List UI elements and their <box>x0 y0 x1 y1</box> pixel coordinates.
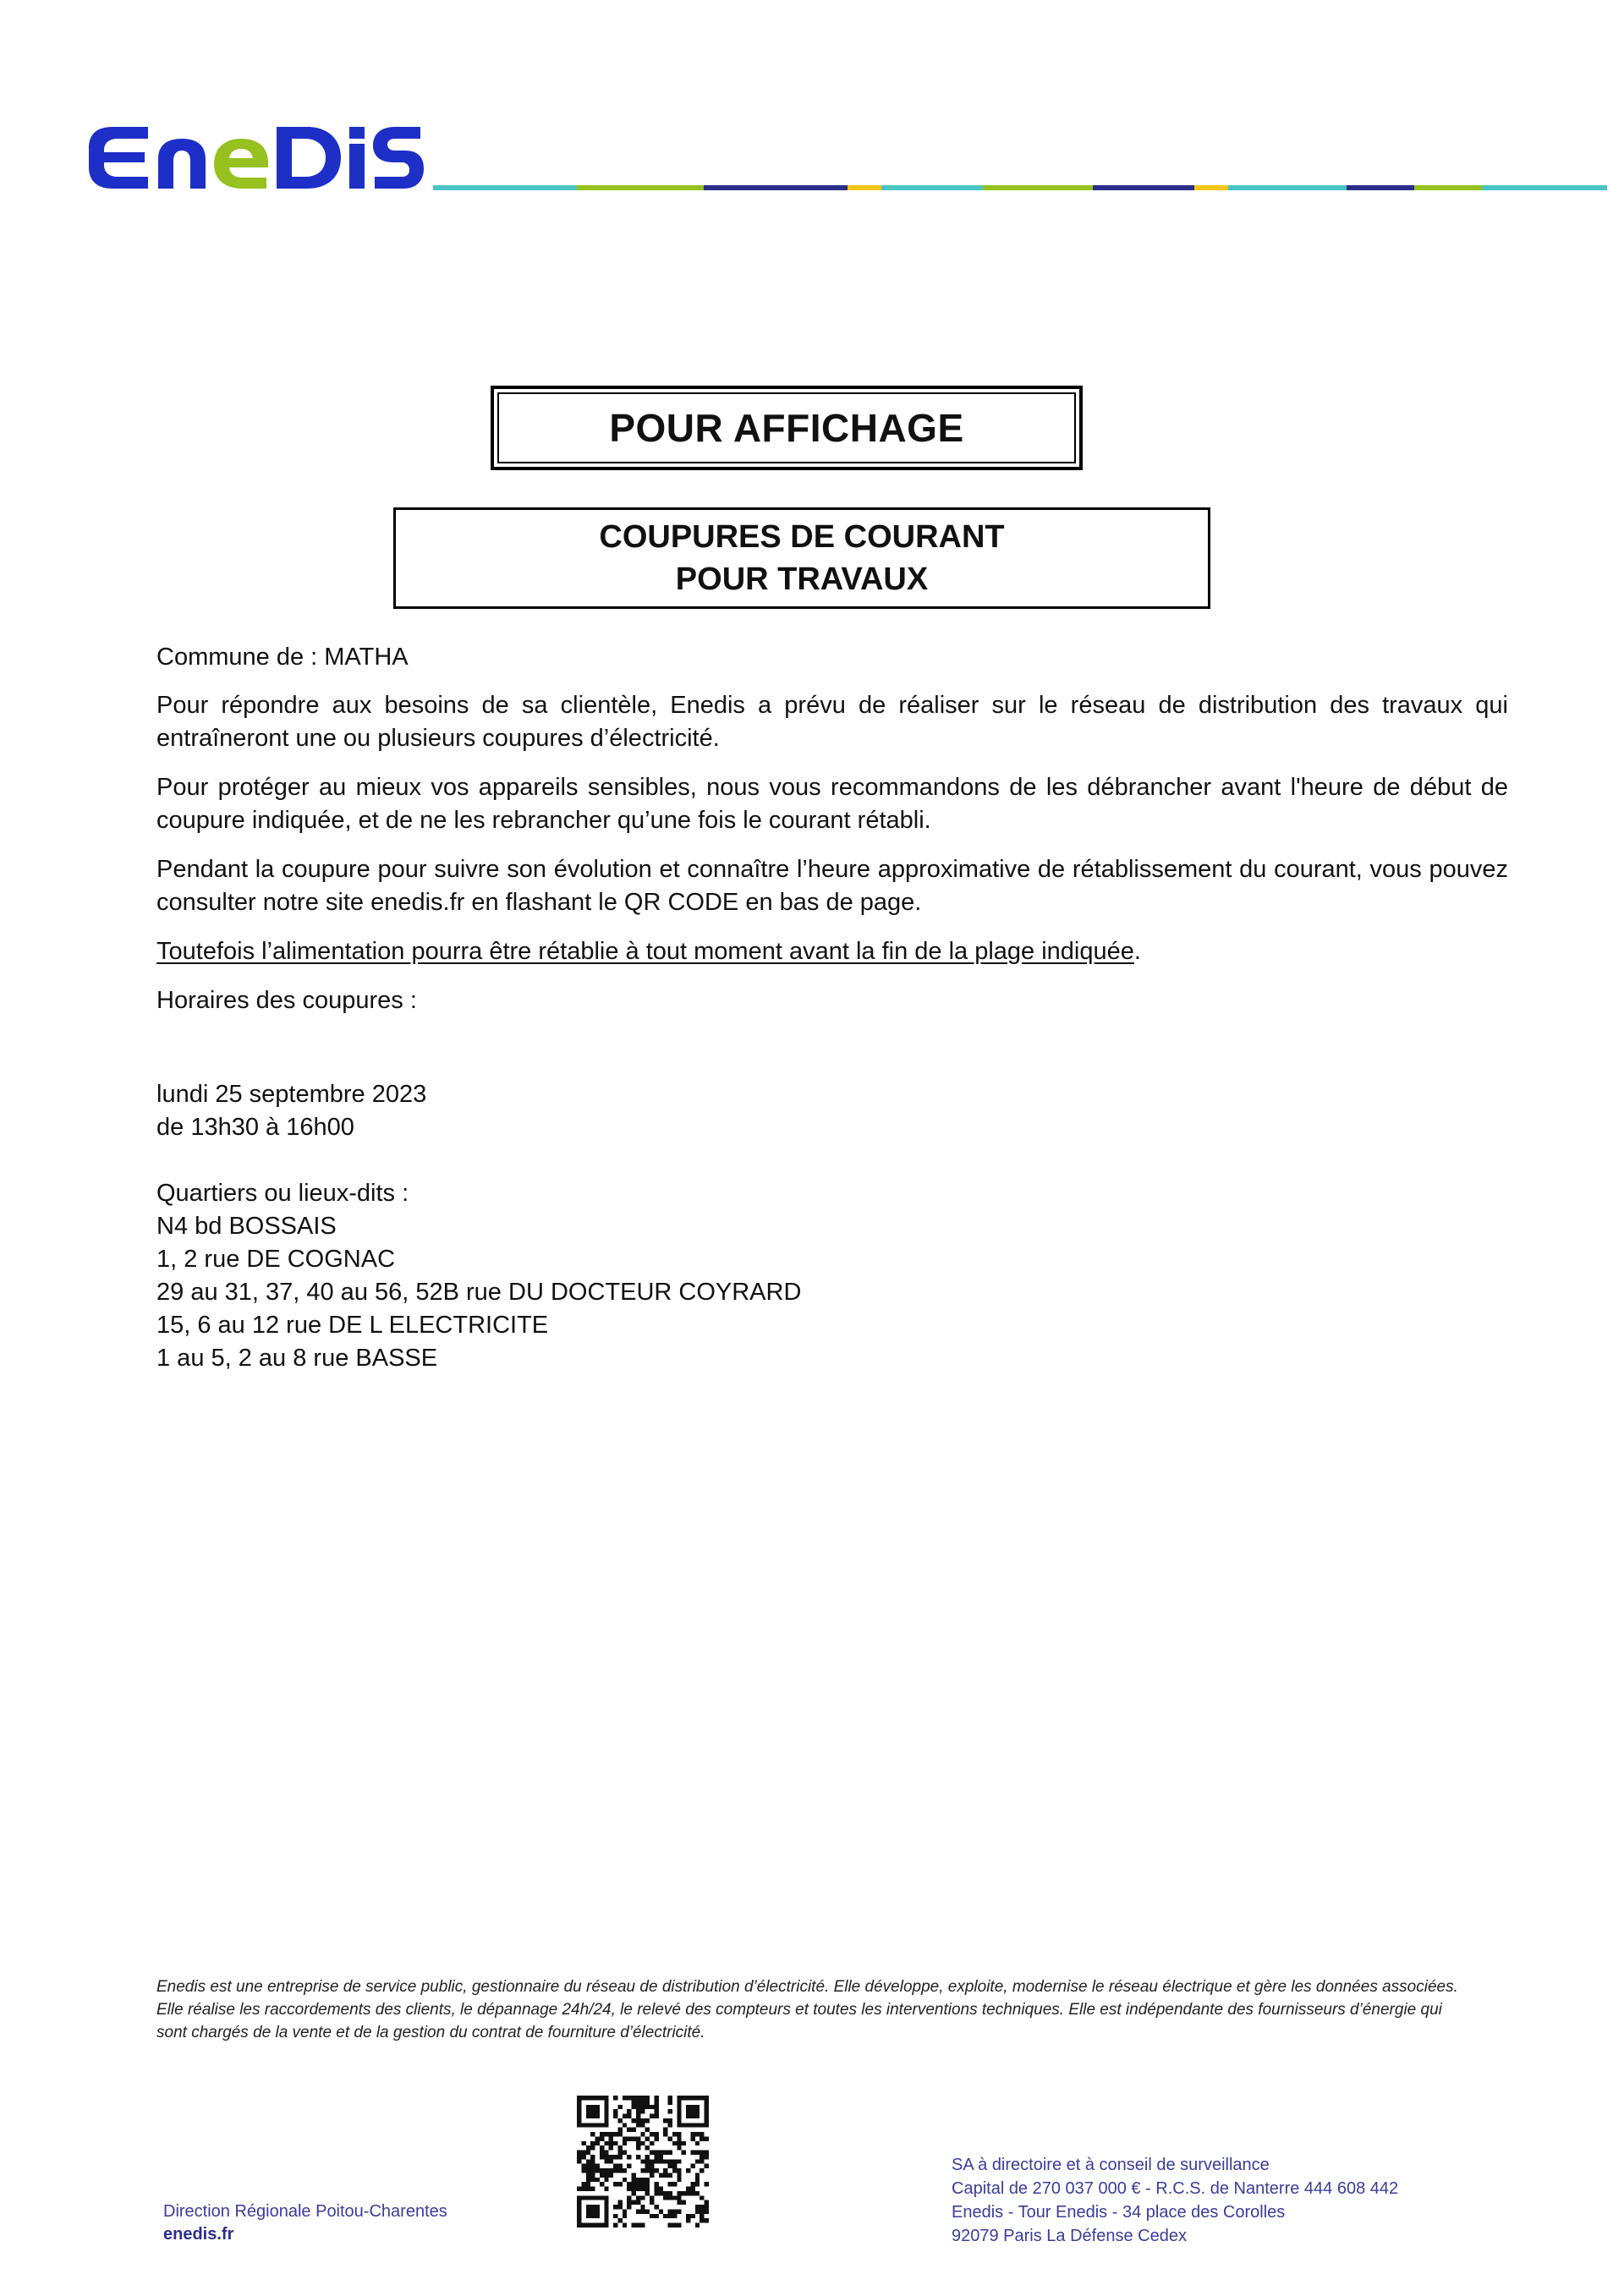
warning-period: . <box>1133 938 1141 965</box>
qr-code-icon[interactable] <box>577 2096 709 2228</box>
footer-direction: Direction Régionale Poitou-Charentes <box>163 2202 447 2221</box>
quarter-item: 15, 6 au 12 rue DE L ELECTRICITE <box>156 1312 549 1339</box>
footer-company-line: 92079 Paris La Défense Cedex <box>952 2227 1187 2245</box>
decorative-stripe-icon <box>433 185 1607 190</box>
notice-body <box>156 641 1508 1375</box>
footer-company-line: SA à directoire et à conseil de surveillance <box>952 2156 1270 2174</box>
enedis-logo-icon <box>80 118 427 196</box>
footer-company-info <box>952 2153 1398 2248</box>
paragraph-3: Pendant la coupure pour suivre son évolution et connaître l’heure approximative de rétablissement du courant, vous pouvez consulter notre site enedis.fr en flashant le QR CODE en bas de page. <box>156 856 1508 916</box>
notice-title-box <box>393 507 1210 609</box>
quarter-item: 29 au 31, 37, 40 au 56, 52B rue DU DOCTEUR COYRARD <box>156 1279 802 1306</box>
commune: Commune de : MATHA <box>156 644 409 671</box>
schedule-label: Horaires des coupures : <box>156 987 417 1014</box>
header-decorative-line <box>433 185 1607 190</box>
warning-line <box>156 935 1508 968</box>
footer-company-line: Enedis - Tour Enedis - 34 place des Corolles <box>952 2203 1286 2222</box>
quarters-label: Quartiers ou lieux-dits : <box>156 1180 409 1207</box>
outage-time-range: de 13h30 à 16h00 <box>156 1114 354 1141</box>
footer-company-line: Capital de 270 037 000 € - R.C.S. de Nanterre 444 608 442 <box>952 2179 1399 2198</box>
paragraph-1: Pour répondre aux besoins de sa clientèle, Enedis a prévu de réaliser sur le réseau de distribution des travaux qui entraîneront une ou plusieurs coupures d’électricité. <box>156 692 1508 752</box>
display-label-box <box>491 386 1083 470</box>
qr-code[interactable] <box>577 2096 709 2228</box>
notice-title-line1: COUPURES DE COURANT <box>599 519 1005 555</box>
warning-text: Toutefois l’alimentation pourra être rétablie à tout moment avant la fin de la plage indiquée <box>156 938 1134 965</box>
outage-date: lundi 25 septembre 2023 <box>156 1081 427 1108</box>
footer-website-link[interactable]: enedis.fr <box>163 2225 234 2244</box>
quarter-item: 1 au 5, 2 au 8 rue BASSE <box>156 1345 438 1372</box>
notice-title-line2: POUR TRAVAUX <box>675 562 929 597</box>
enedis-logo <box>80 118 427 196</box>
paragraph-2: Pour protéger au mieux vos appareils sensibles, nous vous recommandons de les débrancher avant l'heure de début de coupure indiquée, et de ne les rebrancher qu’une fois le courant rétabli. <box>156 774 1508 834</box>
quarter-item: 1, 2 rue DE COGNAC <box>156 1246 396 1273</box>
quarter-item: N4 bd BOSSAIS <box>156 1213 337 1240</box>
legal-notice: Enedis est une entreprise de service public, gestionnaire du réseau de distribution d’électricité. Elle développe, exploite, modernise le réseau électrique et gère les données associées. Elle réalise les raccordements des clients, le dépannage 24h/24, le relevé des compteurs et toutes les interventions techniques. Elle est indépendante des fournisseurs d’énergie qui sont chargés de la vente et de la gestion du contrat de fourniture d’électricité. <box>156 1978 1458 2041</box>
display-label: POUR AFFICHAGE <box>497 392 1076 463</box>
footer-left <box>163 2200 447 2246</box>
